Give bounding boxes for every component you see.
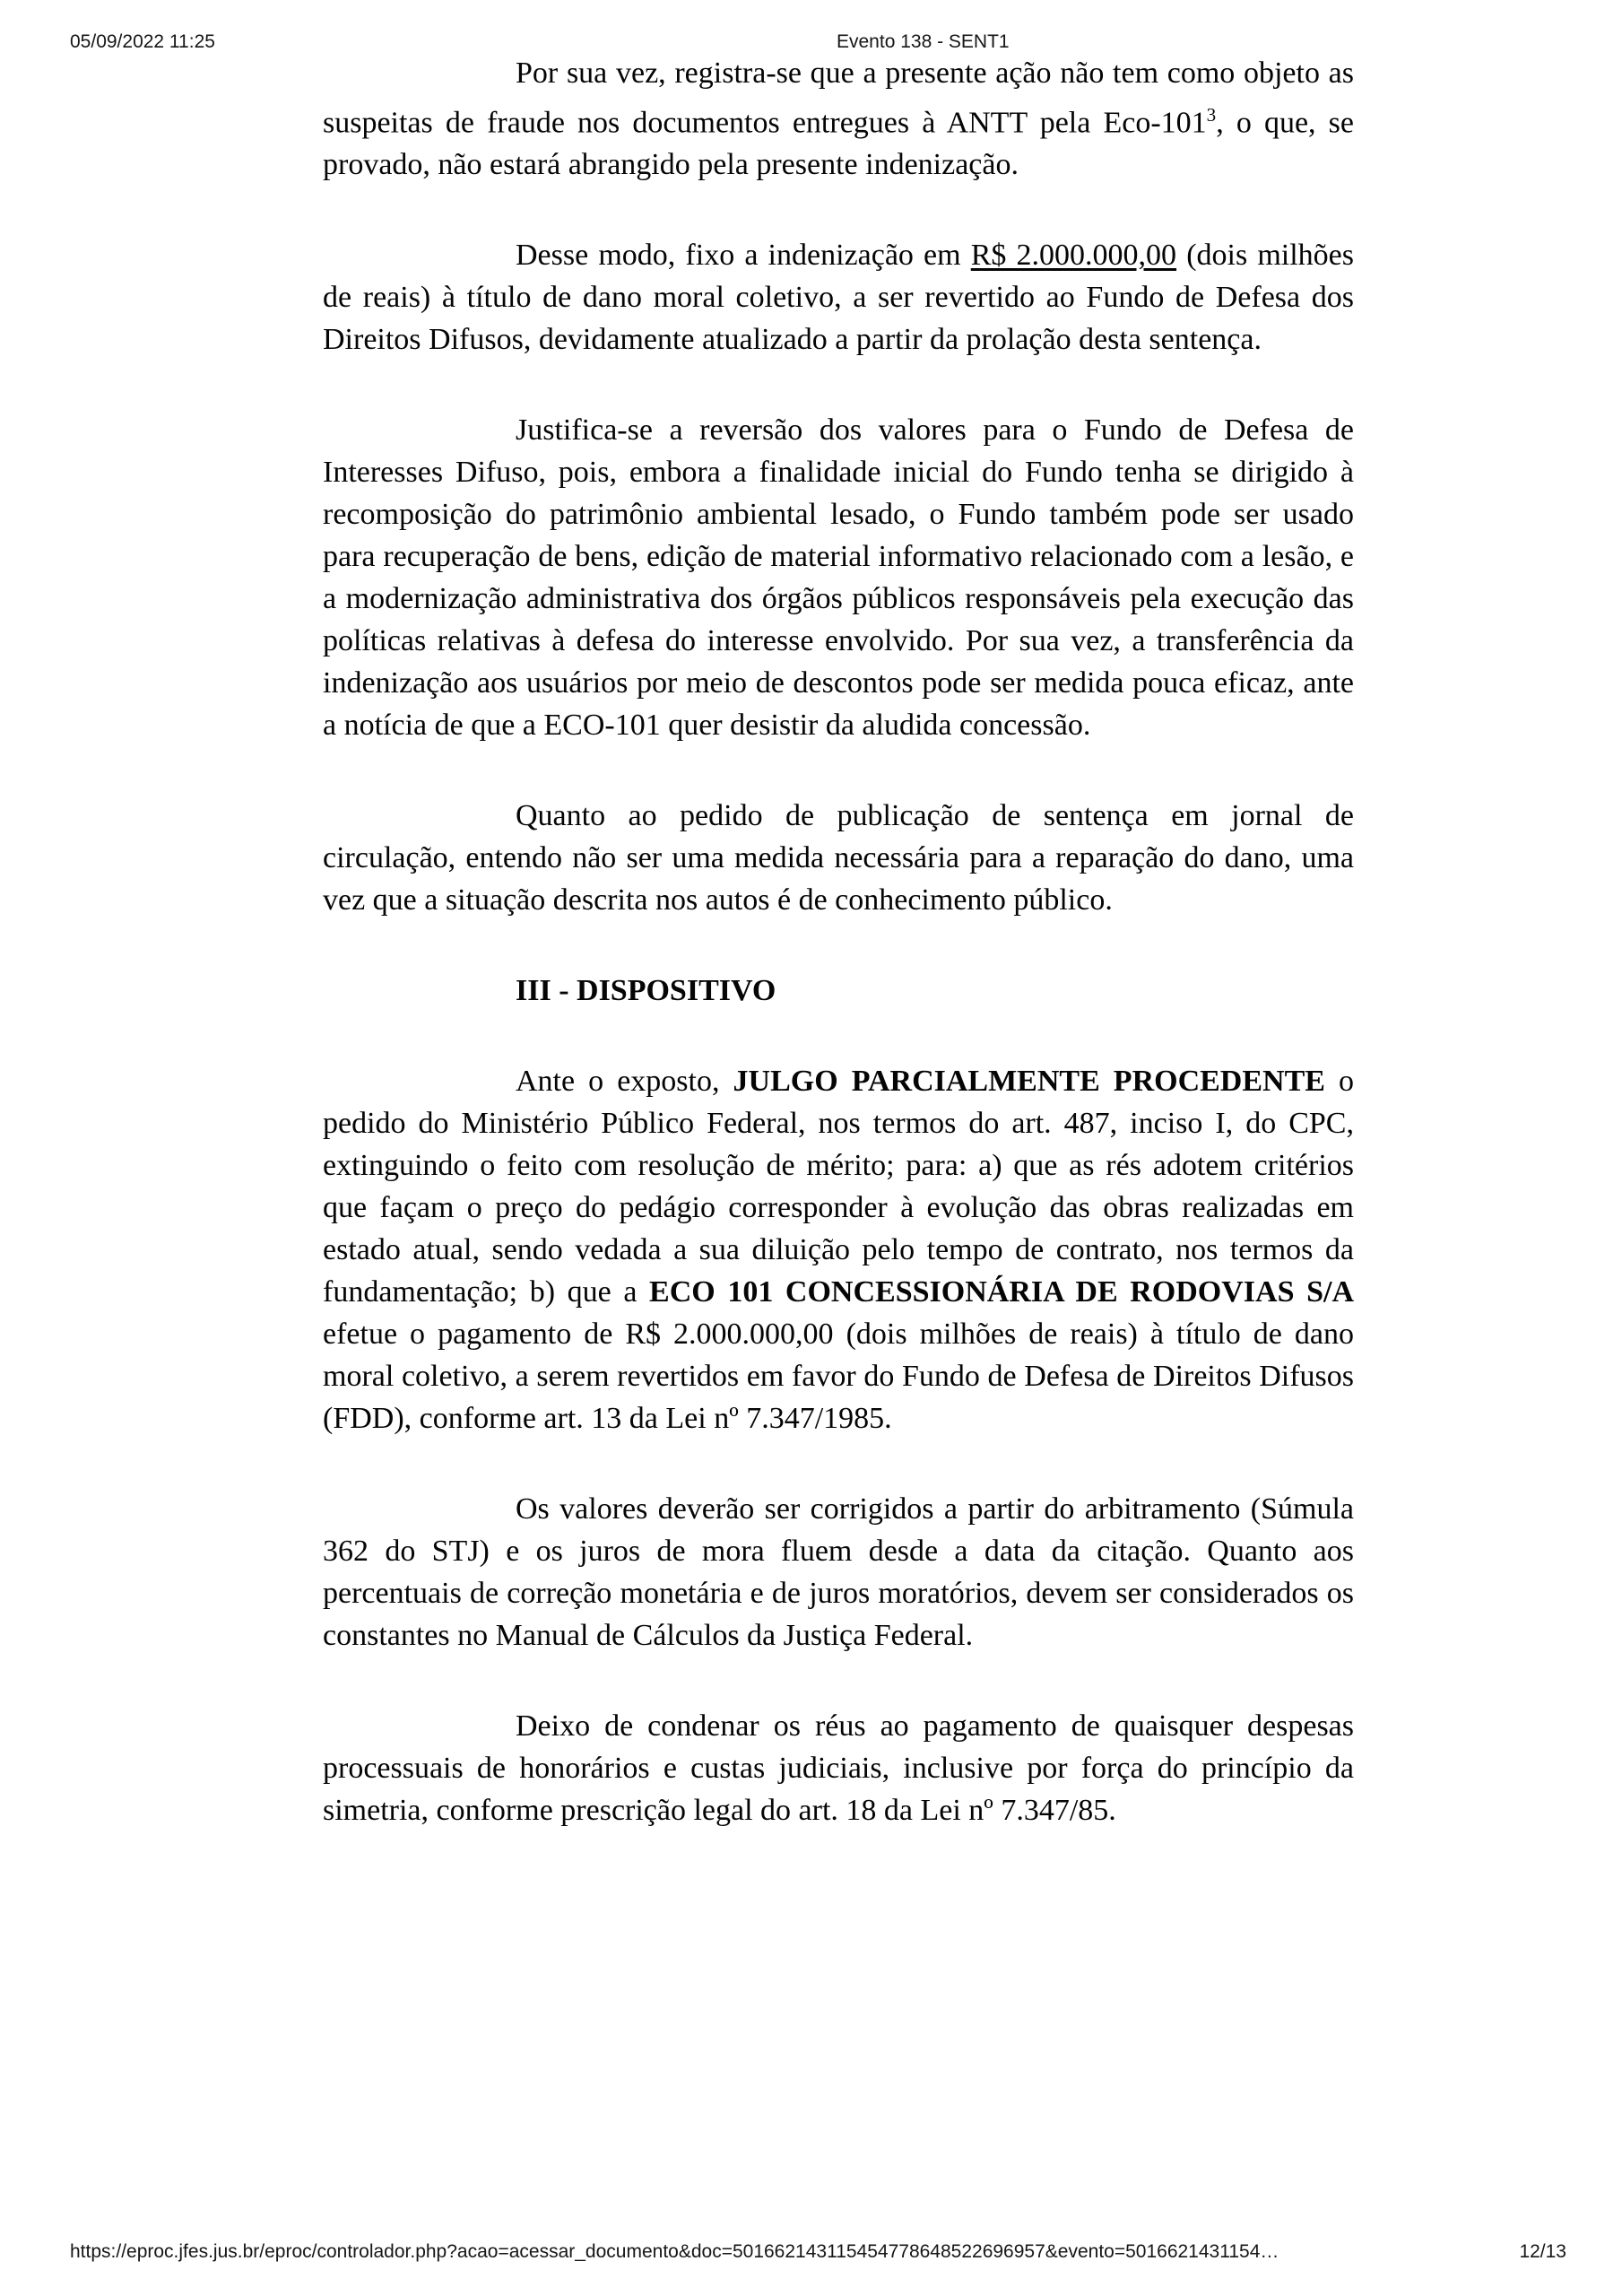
- text-segment: o pedido do Ministério Público Federal, nos termos do art. 487, inciso I, do CPC, extinguindo o feito com resolução de mérito; para: a) que as rés adotem critérios que façam o preço do pedágio corresponder à evolução das obras realizadas em estado atual, sendo vedada a sua diluição pelo tempo de contrato, nos termos da fundamentação; b) que a: [323, 1065, 1355, 1309]
- document-body: [323, 52, 1354, 1880]
- paragraph: [323, 1488, 1354, 1657]
- text-segment: ECO 101 CONCESSIONÁRIA DE RODOVIAS S/A: [649, 1275, 1354, 1309]
- paragraph: [323, 795, 1354, 921]
- text-segment: Quanto ao pedido de publicação de sentença em jornal de circulação, entendo não ser uma medida necessária para a reparação do dano, uma vez que a situação descrita nos autos é de conhecimento público.: [323, 799, 1354, 918]
- section-heading: [323, 970, 1354, 1012]
- print-timestamp: 05/09/2022 11:25: [70, 31, 215, 52]
- text-segment: JULGO PARCIALMENTE PROCEDENTE: [733, 1065, 1325, 1099]
- page-indicator: 12/13: [1519, 2241, 1566, 2262]
- text-segment: (dois milhões de reais) à título de dano moral coletivo, a ser revertido ao Fundo de Defesa dos Direitos Difusos, devidamente atualizado a partir da prolação desta sentença.: [323, 239, 1355, 357]
- print-footer: [0, 2240, 1622, 2267]
- text-segment: Por sua vez, registra-se que a presente ação não tem como objeto as suspeitas de fraude nos documentos entregues à ANTT pela Eco-101: [323, 57, 1354, 140]
- text-segment: Justifica-se a reversão dos valores para o Fundo de Defesa de Interesses Difuso, pois, embora a finalidade inicial do Fundo tenha se dirigido à recomposição do patrimônio ambiental lesado, o Fundo também pode ser usado para recuperação de bens, edição de material informativo relacionado com a lesão, e a modernização administrativa dos órgãos públicos responsáveis pela execução das políticas relativas à defesa do interesse envolvido. Por sua vez, a transferência da indenização aos usuários por meio de descontos pode ser medida pouca eficaz, ante a notícia de que a ECO-101 quer desistir da aludida concessão.: [323, 413, 1354, 743]
- text-segment: efetue o pagamento de R$ 2.000.000,00 (dois milhões de reais) à título de dano moral coletivo, a serem revertidos em favor do Fundo de Defesa de Direitos Difusos (FDD), conforme art. 13 da Lei nº 7.347/1985.: [323, 1318, 1354, 1436]
- paragraph: [323, 1705, 1354, 1831]
- paragraph: [323, 234, 1354, 361]
- paragraph: [323, 52, 1354, 186]
- text-segment: III - DISPOSITIVO: [516, 974, 776, 1008]
- text-segment: Os valores deverão ser corrigidos a partir do arbitramento (Súmula 362 do STJ) e os juros de mora fluem desde a data da citação. Quanto aos percentuais de correção monetária e de juros moratórios, devem ser considerados os constantes no Manual de Cálculos da Justiça Federal.: [323, 1492, 1354, 1653]
- text-segment: , o que, se provado, não estará abrangido pela presente indenização.: [323, 106, 1354, 182]
- text-segment: Desse modo, fixo a indenização em: [516, 239, 971, 273]
- paragraph: [323, 409, 1354, 746]
- event-title: Evento 138 - SENT1: [837, 31, 1010, 52]
- text-segment: R$ 2.000.000,00: [970, 239, 1177, 273]
- paragraph: [323, 1060, 1354, 1439]
- text-segment: Deixo de condenar os réus ao pagamento de quaisquer despesas processuais de honorários e custas judiciais, inclusive por força do princípio da simetria, conforme prescrição legal do art. 18 da Lei nº 7.347/85.: [323, 1709, 1354, 1828]
- text-segment: Ante o exposto,: [516, 1065, 733, 1099]
- source-url: https://eproc.jfes.jus.br/eproc/controlador.php?acao=acessar_documento&doc=501662143115454778648522696957&evento=5016621431154…: [70, 2241, 1279, 2262]
- footnote-reference: 3: [1206, 104, 1217, 126]
